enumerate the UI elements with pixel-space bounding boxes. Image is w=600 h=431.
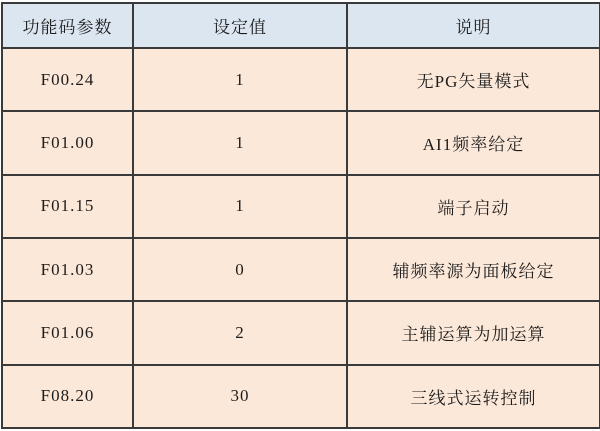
- header-cell-value: 设定值: [133, 3, 347, 48]
- table-header-row: [2, 3, 600, 48]
- description-cell: 辅频率源为面板给定: [347, 238, 600, 301]
- param-cell: F01.06: [2, 301, 133, 364]
- param-cell: F01.03: [2, 238, 133, 301]
- param-cell: F08.20: [2, 365, 133, 428]
- value-cell: 1: [133, 175, 347, 238]
- table-row: [2, 238, 600, 301]
- description-cell: 主辅运算为加运算: [347, 301, 600, 364]
- table-row: [2, 48, 600, 111]
- description-cell: AI1频率给定: [347, 111, 600, 174]
- description-cell: 端子启动: [347, 175, 600, 238]
- param-cell: F01.00: [2, 111, 133, 174]
- table-row: [2, 301, 600, 364]
- value-cell: 0: [133, 238, 347, 301]
- value-cell: 1: [133, 48, 347, 111]
- header-cell-desc: 说明: [347, 3, 600, 48]
- param-cell: F00.24: [2, 48, 133, 111]
- table-row: [2, 111, 600, 174]
- value-cell: 1: [133, 111, 347, 174]
- table-row: [2, 175, 600, 238]
- value-cell: 2: [133, 301, 347, 364]
- value-cell: 30: [133, 365, 347, 428]
- description-cell: 无PG矢量模式: [347, 48, 600, 111]
- table-row: [2, 365, 600, 428]
- header-cell-param: 功能码参数: [2, 3, 133, 48]
- description-cell: 三线式运转控制: [347, 365, 600, 428]
- param-cell: F01.15: [2, 175, 133, 238]
- function-code-table: [1, 2, 600, 429]
